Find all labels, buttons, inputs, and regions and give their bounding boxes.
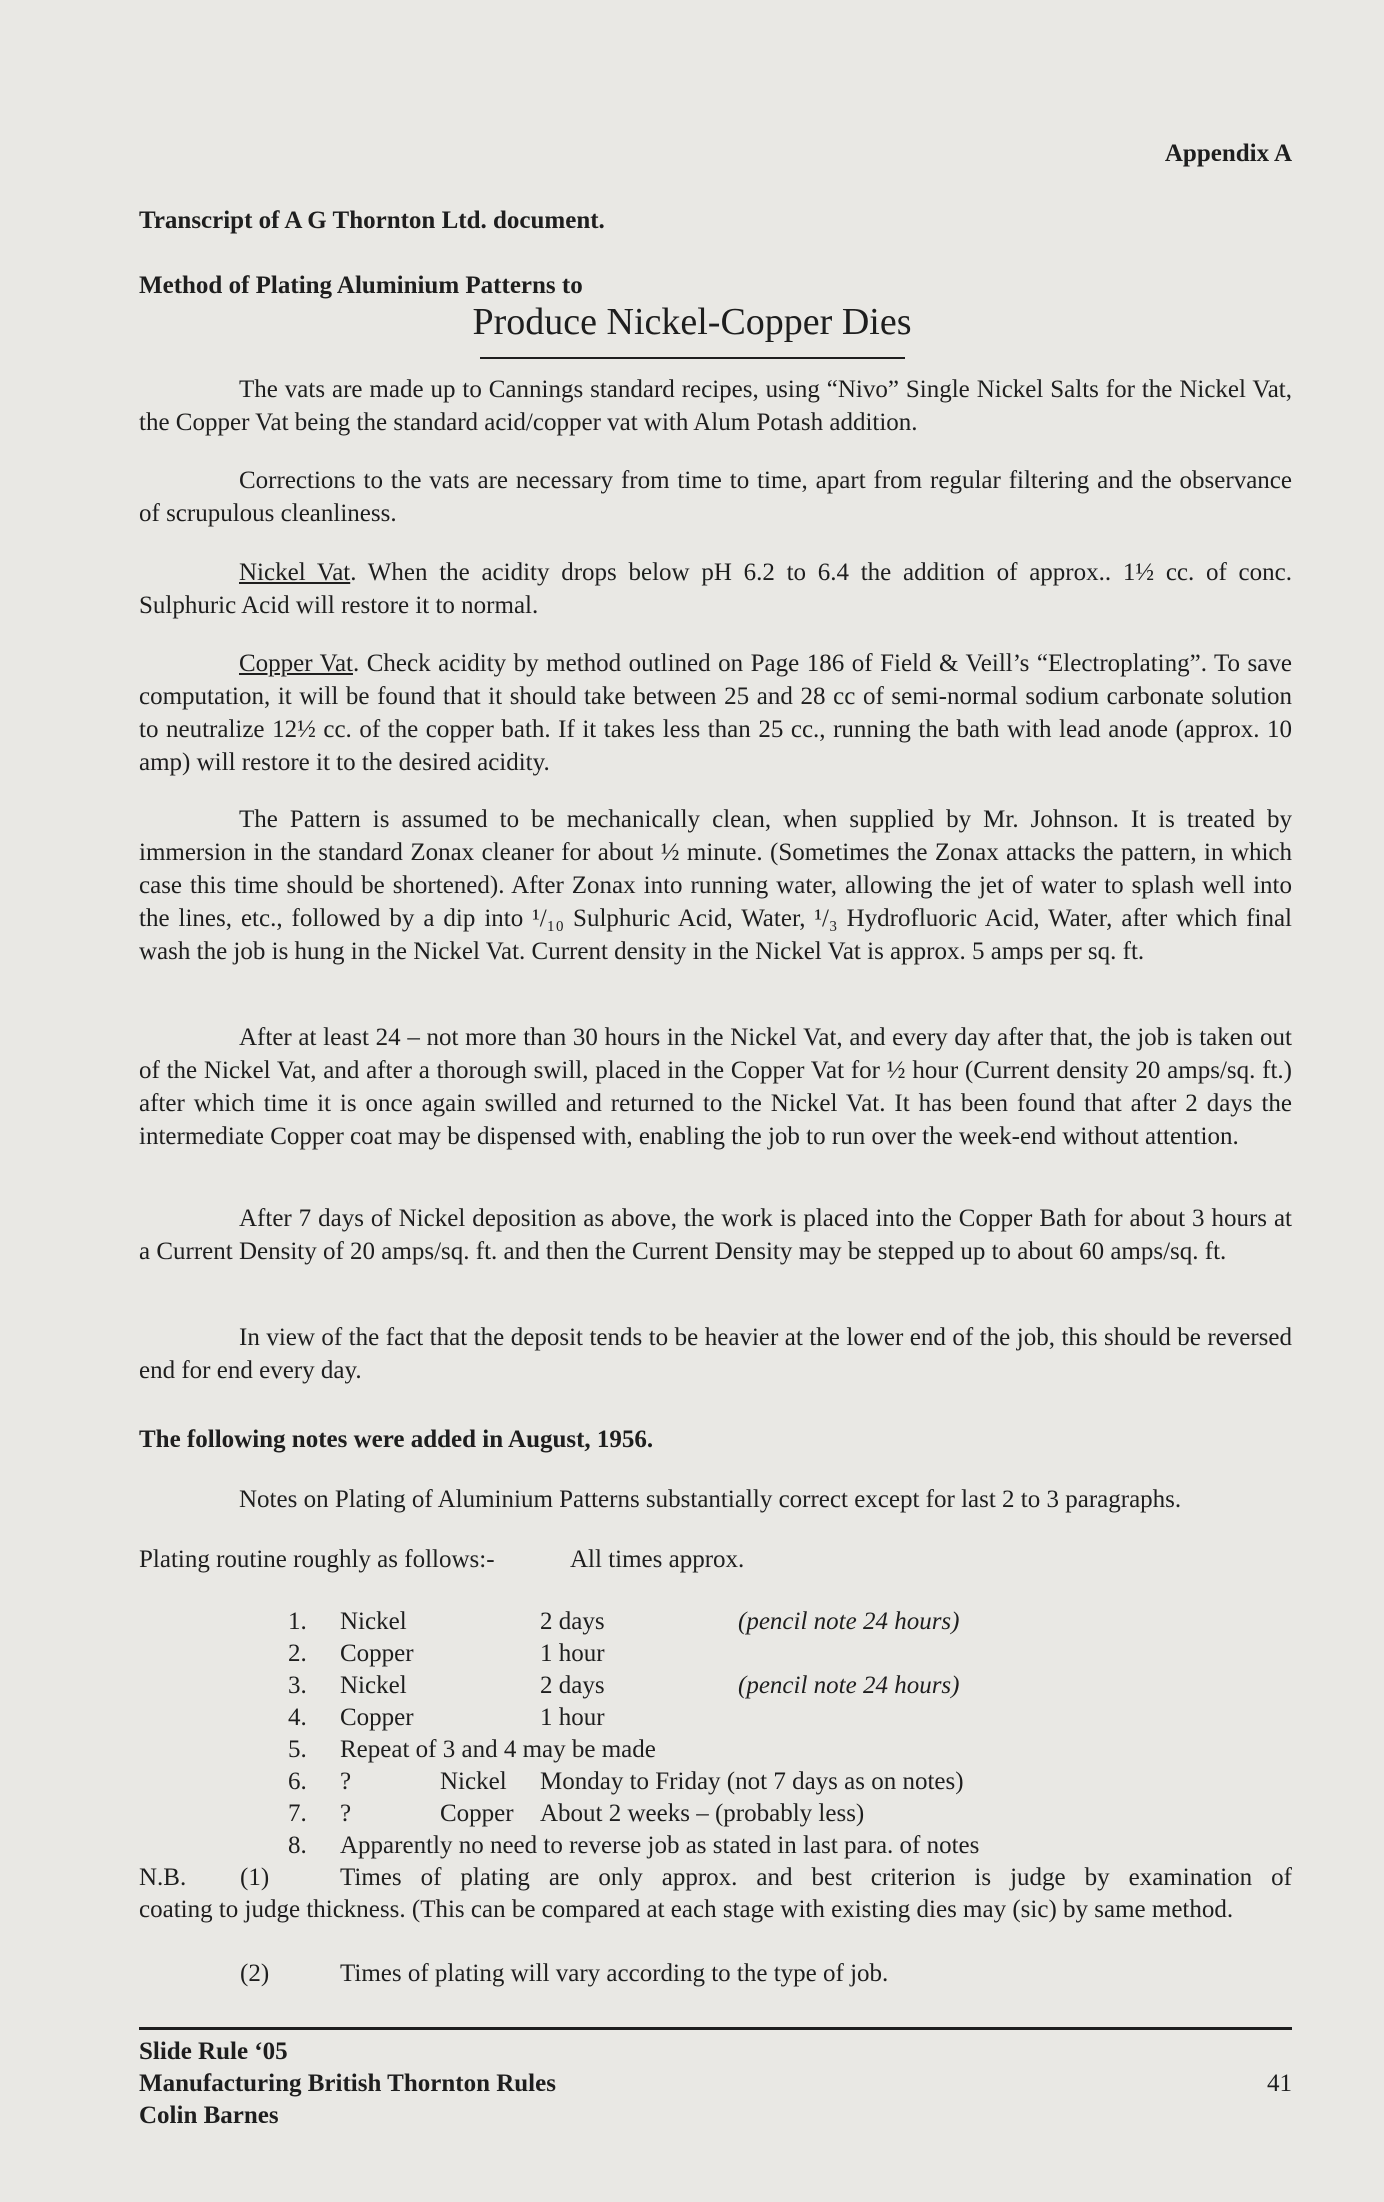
step-number: 5. — [288, 1736, 307, 1763]
page-number: 41 — [1267, 2070, 1292, 2097]
nb-continuation: coating to judge thickness. (This can be compared at each stage with existing dies may (sic) by same method. — [139, 1896, 1234, 1923]
footer-line-2: Manufacturing British Thornton Rules — [139, 2070, 556, 2097]
appendix-label: Appendix A — [1164, 140, 1292, 167]
routine-label: Plating routine roughly as follows:- — [139, 1546, 495, 1573]
nickel-vat-text: . When the acidity drops below pH 6.2 to 6.4 the addition of approx.. 1½ cc. of conc. Sulphuric Acid will restore it to normal. — [139, 559, 1292, 619]
step-number: 8. — [288, 1832, 307, 1859]
title-rule — [480, 357, 905, 359]
step-text: About 2 weeks – (probably less) — [540, 1800, 865, 1827]
step-item: Copper — [340, 1704, 414, 1731]
paragraph-copper-swill: After at least 24 – not more than 30 hours in the Nickel Vat, and every day after that, the job is taken out of the Nickel Vat, and after a thorough swill, placed in the Copper Vat for ½ hour (Current density 20 amps/sq. ft.) after which time it is once again swilled and returned to the Nickel Vat. It has been found that after 2 days the intermediate Copper coat may be dispensed with, enabling the job to run over the week-end without attention. — [139, 1024, 1292, 1150]
step-time: 2 days — [540, 1672, 605, 1699]
step-text: Apparently no need to reverse job as stated in last para. of notes — [340, 1832, 980, 1859]
step-pencil-note: (pencil note 24 hours) — [738, 1608, 960, 1635]
notes-intro: Notes on Plating of Aluminium Patterns substantially correct except for last 2 to 3 paragraphs. — [239, 1486, 1182, 1513]
paragraph-copper-vat — [139, 647, 1292, 779]
step-question-mark: ? — [340, 1768, 352, 1795]
step-number: 3. — [288, 1672, 307, 1699]
step-text: Repeat of 3 and 4 may be made — [340, 1736, 656, 1763]
footer-line-3: Colin Barnes — [139, 2102, 279, 2129]
method-heading: Method of Plating Aluminium Patterns to — [139, 272, 583, 299]
step-text: Monday to Friday (not 7 days as on notes) — [540, 1768, 964, 1795]
paragraph-nickel-vat — [139, 556, 1292, 622]
nb-text: Times of plating will vary according to the type of job. — [340, 1960, 889, 1987]
notes-heading: The following notes were added in August, 1956. — [139, 1426, 654, 1453]
copper-vat-text: . Check acidity by method outlined on Page 186 of Field & Veill’s “Electroplating”. To save computation, it will be found that it should take between 25 and 28 cc of semi-normal sodium carbonate solution to neutralize 12½ cc. of the copper bath. If it takes less than 25 cc., running the bath with lead anode (approx. 10 amp) will restore it to the desired acidity. — [139, 650, 1292, 776]
step-question-mark: ? — [340, 1800, 352, 1827]
paragraph-vats: The vats are made up to Cannings standard recipes, using “Nivo” Single Nickel Salts for the Nickel Vat, the Copper Vat being the standard acid/copper vat with Alum Potash addition. — [139, 376, 1292, 436]
step-item: Copper — [440, 1800, 514, 1827]
nb-number: (2) — [240, 1960, 270, 1987]
nb-first-line: Times of plating are only approx. and best criterion is judge by examination of — [340, 1864, 1292, 1891]
step-item: Nickel — [340, 1608, 407, 1635]
step-item: Copper — [340, 1640, 414, 1667]
step-time: 2 days — [540, 1608, 605, 1635]
transcript-heading: Transcript of A G Thornton Ltd. document. — [139, 207, 605, 234]
copper-vat-label: Copper Vat — [239, 650, 353, 677]
paragraph-copper-bath: After 7 days of Nickel deposition as above, the work is placed into the Copper Bath for about 3 hours at a Current Density of 20 amps/sq. ft. and then the Current Density may be stepped up to about 60 amps/sq. ft. — [139, 1205, 1292, 1265]
document-title: Produce Nickel-Copper Dies — [472, 301, 912, 343]
paragraph-pattern-cleaning: The Pattern is assumed to be mechanically clean, when supplied by Mr. Johnson. It is treated by immersion in the standard Zonax cleaner for about ½ minute. (Sometimes the Zonax attacks the pattern, in which case this time should be shortened). After Zonax into running water, allowing the jet of water to splash well into the lines, etc., followed by a dip into ¹/₁₀ Sulphuric Acid, Water, ¹/₃ Hydrofluoric Acid, Water, after which final wash the job is hung in the Nickel Vat. Current density in the Nickel Vat is approx. 5 amps per sq. ft. — [139, 806, 1292, 965]
nickel-vat-label: Nickel Vat — [239, 559, 351, 586]
step-number: 1. — [288, 1608, 307, 1635]
step-time: 1 hour — [540, 1704, 605, 1731]
step-time: 1 hour — [540, 1640, 605, 1667]
footer-line-1: Slide Rule ‘05 — [139, 2038, 288, 2065]
step-item: Nickel — [340, 1672, 407, 1699]
step-pencil-note: (pencil note 24 hours) — [738, 1672, 960, 1699]
step-number: 2. — [288, 1640, 307, 1667]
routine-approx: All times approx. — [570, 1546, 745, 1573]
nb-number: (1) — [240, 1864, 270, 1891]
step-item: Nickel — [440, 1768, 507, 1795]
paragraph-corrections: Corrections to the vats are necessary from time to time, apart from regular filtering and the observance of scrupulous cleanliness. — [139, 467, 1292, 527]
step-number: 6. — [288, 1768, 307, 1795]
paragraph-reverse-job: In view of the fact that the deposit tends to be heavier at the lower end of the job, this should be reversed end for end every day. — [139, 1324, 1292, 1384]
step-number: 7. — [288, 1800, 307, 1827]
nb-label: N.B. — [139, 1864, 187, 1891]
footer-rule — [139, 2027, 1292, 2030]
step-number: 4. — [288, 1704, 307, 1731]
